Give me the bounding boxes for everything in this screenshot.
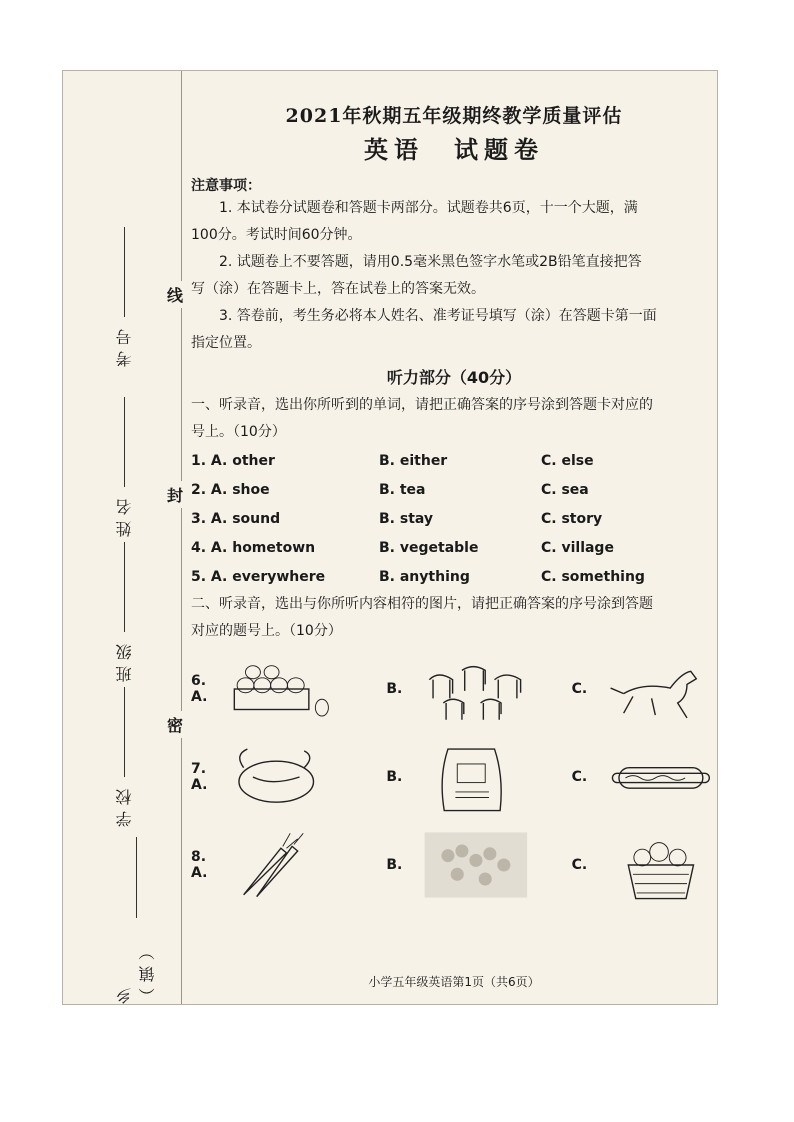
school-field <box>113 681 136 827</box>
listening-section-title: 听力部分（40分） <box>386 368 522 387</box>
option-b: B. anything <box>379 568 470 585</box>
option-c: C. story <box>541 510 603 527</box>
question-number: 6. A. <box>191 673 208 705</box>
picture-question-row <box>191 645 717 733</box>
exam-content <box>191 101 717 909</box>
option-c: C. <box>571 769 588 785</box>
page-footer: 小学五年级英语第1页（共6页） <box>368 975 540 989</box>
option-b: B. <box>386 769 403 785</box>
option-c: C. else <box>541 452 594 469</box>
option-b: B. either <box>379 452 448 469</box>
roast-chicken-picture <box>225 737 337 817</box>
exam-number-label: 考号 <box>115 323 134 367</box>
note-line: 2. 试题卷上不要答题，请用0.5毫米黑色签字水笔或2B铅笔直接把答 <box>219 254 642 270</box>
name-field <box>113 391 136 537</box>
seal-line-char: 线 <box>167 281 183 308</box>
option-c: C. sea <box>541 481 589 498</box>
note-line: 100分。考试时间60分钟。 <box>191 227 362 243</box>
option-b: B. tea <box>379 481 426 498</box>
note-line: 1. 本试卷分试题卷和答题卡两部分。试题卷共6页，十一个大题，满 <box>219 200 638 216</box>
seal-seal-char: 封 <box>167 481 183 508</box>
option-c: C. village <box>541 539 614 556</box>
goats-picture <box>420 649 532 729</box>
name-label: 姓名 <box>115 493 134 537</box>
exam-title: 2021年秋期五年级期终教学质量评估 <box>285 105 623 127</box>
question-row <box>191 533 717 562</box>
town-field <box>113 831 159 1004</box>
option-a: 1. A. other <box>191 452 275 469</box>
option-c: C. something <box>541 568 645 585</box>
fruit-basket-picture <box>605 825 717 905</box>
option-a: 3. A. sound <box>191 510 281 527</box>
question-row <box>191 446 717 475</box>
option-b: B. <box>386 681 403 697</box>
section1-title: 一、听录音，选出你所听到的单词，请把正确答案的序号涂到答题卡对应的 <box>191 397 653 413</box>
horse-picture <box>605 649 717 729</box>
grapes-picture <box>420 825 532 905</box>
exam-number-field <box>113 221 136 367</box>
option-c: C. <box>571 857 588 873</box>
carrots-picture <box>225 825 337 905</box>
question-row <box>191 504 717 533</box>
class-label: 班级 <box>115 638 134 682</box>
section2-title-cont: 对应的题号上。（10分） <box>191 623 342 639</box>
question-number: 8. A. <box>191 849 208 881</box>
section1-title-cont: 号上。（10分） <box>191 424 286 440</box>
question-number: 7. A. <box>191 761 208 793</box>
section2-title: 二、听录音，选出与你所听内容相符的图片，请把正确答案的序号涂到答题 <box>191 596 653 612</box>
seal-close-char: 密 <box>167 711 183 738</box>
town-label: 乡（镇） <box>115 938 157 1004</box>
option-a: 5. A. everywhere <box>191 568 326 585</box>
question-row <box>191 475 717 504</box>
rice-bag-picture <box>420 737 532 817</box>
binding-margin <box>63 71 182 1004</box>
hot-dog-picture <box>605 737 717 817</box>
option-b: B. vegetable <box>379 539 479 556</box>
option-c: C. <box>571 681 588 697</box>
picture-question-row <box>191 821 717 909</box>
note-line: 指定位置。 <box>191 335 261 351</box>
note-line: 3. 答卷前，考生务必将本人姓名、准考证号填写（涂）在答题卡第一面 <box>219 308 657 324</box>
exam-subtitle: 英语 试题卷 <box>364 135 544 164</box>
exam-sheet <box>62 70 718 1005</box>
school-label: 学校 <box>115 783 134 827</box>
option-a: 2. A. shoe <box>191 481 270 498</box>
note-line: 写（涂）在答题卡上，答在试卷上的答案无效。 <box>191 281 485 297</box>
option-b: B. <box>386 857 403 873</box>
option-b: B. stay <box>379 510 434 527</box>
question-row <box>191 562 717 591</box>
egg-carton-picture <box>225 649 337 729</box>
notes-heading: 注意事项： <box>191 178 261 194</box>
option-a: 4. A. hometown <box>191 539 316 556</box>
class-field <box>113 536 136 682</box>
picture-question-row <box>191 733 717 821</box>
